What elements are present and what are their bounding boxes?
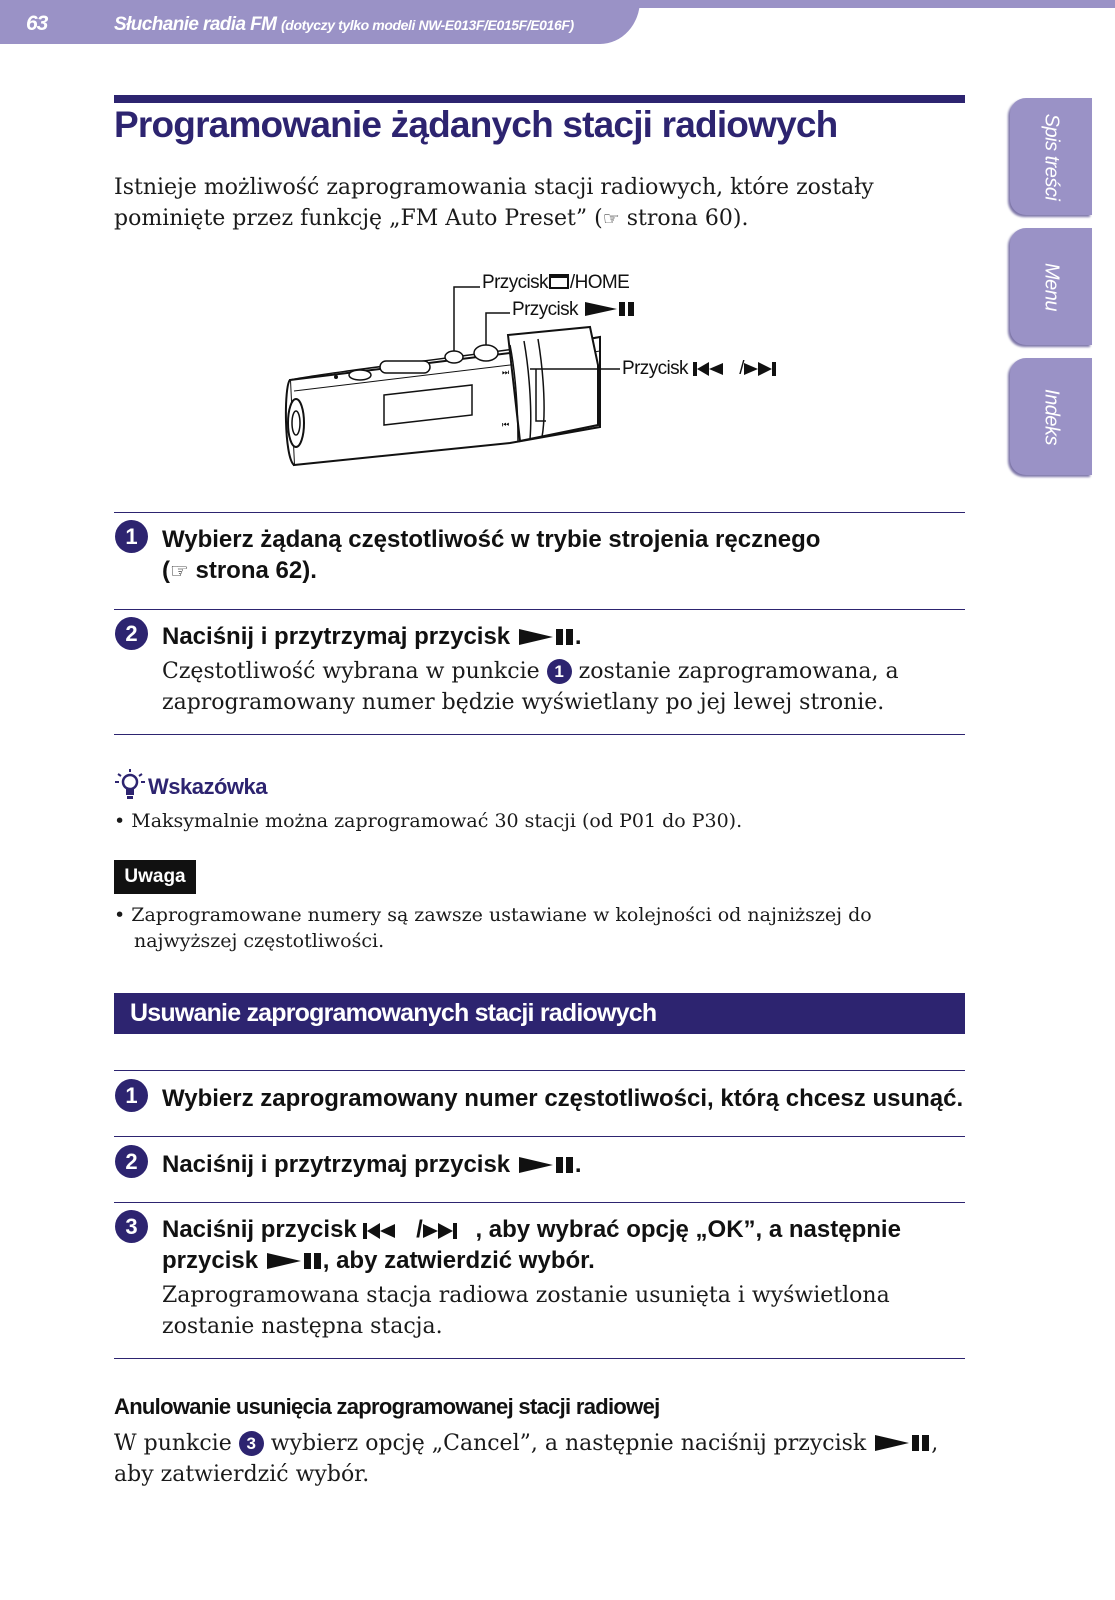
cancel-text-c: , aby zatwierdzić wybór. <box>114 1431 939 1487</box>
step-1-title: Wybierz żądaną częstotliwość w trybie strojenia ręcznego <box>162 526 821 553</box>
next-icon <box>423 1222 457 1240</box>
tip-heading: Wskazówka <box>148 774 267 799</box>
divider <box>114 734 965 735</box>
pointing-hand-icon: ☞ <box>170 559 189 583</box>
delete-step-2-end: . <box>574 1151 582 1178</box>
pointing-hand-icon: ☞ <box>602 208 620 230</box>
play-pause-icon <box>873 1433 931 1453</box>
play-pause-icon <box>517 627 575 647</box>
step-2-title <box>162 621 582 652</box>
cancel-paragraph <box>114 1428 974 1490</box>
callout-play-button <box>512 299 635 321</box>
play-pause-icon <box>265 1251 323 1271</box>
divider <box>114 1202 965 1203</box>
section-header <box>114 993 965 1034</box>
cancel-heading: Anulowanie usunięcia zaprogramowanej stacji radiowej <box>114 1394 660 1419</box>
callout-skip-separator: / <box>739 358 744 379</box>
step-2-text-a: Częstotliwość wybrana w punkcie <box>162 659 540 684</box>
step-1-title-line2 <box>162 555 317 587</box>
prev-icon <box>693 361 725 377</box>
section-title: Usuwanie zaprogramowanych stacji radiowych <box>130 999 657 1027</box>
divider <box>114 609 965 610</box>
divider <box>114 512 965 513</box>
play-pause-icon <box>517 1155 575 1175</box>
cancel-text-a: W punkcie <box>114 1431 232 1456</box>
tab-menu-label: Menu <box>1040 262 1063 311</box>
play-pause-icon <box>583 300 635 318</box>
callout-home-suffix: /HOME <box>569 272 630 293</box>
header-title <box>114 14 574 36</box>
divider <box>114 1358 965 1359</box>
svg-text:⏭: ⏭ <box>502 368 510 377</box>
tab-index-label: Indeks <box>1040 388 1063 445</box>
cancel-text-b: wybierz opcję „Cancel”, a następnie naciśnij przycisk <box>270 1431 867 1456</box>
callout-home-label: Przycisk <box>482 272 548 293</box>
tab-contents-label: Spis treści <box>1040 113 1063 200</box>
callout-home-button <box>482 272 629 294</box>
next-icon <box>744 361 776 377</box>
step-ref-badge: 3 <box>239 1431 264 1456</box>
note-bullet: • Zaprogramowane numery są zawsze ustawiane w kolejności od najniższej do najwyższej częstotliwości. <box>114 904 872 952</box>
step-number: 3 <box>115 1210 148 1243</box>
title-rule <box>114 95 965 103</box>
tab-contents[interactable] <box>1010 98 1092 215</box>
step-2-title-end: . <box>574 623 582 650</box>
delete-step-3-b: , aby wybrać opcję „OK”, a następnie <box>475 1216 901 1243</box>
tab-index[interactable] <box>1010 358 1092 475</box>
delete-step-1-title: Wybierz zaprogramowany numer częstotliwości, którą chcesz usunąć. <box>162 1085 964 1112</box>
tab-menu[interactable] <box>1010 228 1092 345</box>
divider <box>114 1070 965 1071</box>
folder-icon <box>549 274 569 289</box>
lightbulb-icon <box>114 768 146 802</box>
page-number: 63 <box>26 12 48 35</box>
prev-icon <box>363 1222 397 1240</box>
delete-step-3-sep: / <box>416 1216 423 1243</box>
delete-step-2-text: Naciśnij i przytrzymaj przycisk <box>162 1151 511 1178</box>
step-1-link[interactable]: strona 62). <box>188 557 317 584</box>
header-title-main: Słuchanie radia FM <box>114 14 277 35</box>
callout-play-label: Przycisk <box>512 299 578 320</box>
step-number: 1 <box>115 520 148 553</box>
delete-step-3-c: przycisk <box>162 1247 259 1274</box>
intro-text: Istnieje możliwość zaprogramowania stacji radiowych, które zostały pominięte przez funkcję „FM Auto Preset” ( <box>114 175 874 231</box>
step-number: 1 <box>115 1079 148 1112</box>
intro-link[interactable]: strona 60). <box>619 206 749 231</box>
delete-step-2-title <box>162 1149 582 1180</box>
step-2-text-b: zostanie zaprogramowana, a zaprogramowany numer będzie wyświetlany po jej lewej stronie. <box>162 659 899 715</box>
step-ref-badge: 1 <box>547 659 572 684</box>
callout-skip-label: Przycisk <box>622 358 688 379</box>
delete-step-3-title <box>162 1214 901 1245</box>
delete-step-3-title-line2 <box>162 1245 595 1276</box>
delete-step-3-a: Naciśnij przycisk <box>162 1216 357 1243</box>
delete-step-3-text: Zaprogramowana stacja radiowa zostanie usunięta i wyświetlona zostanie następna stacja. <box>162 1283 890 1339</box>
svg-text:⏮: ⏮ <box>502 420 510 429</box>
step-2-title-text: Naciśnij i przytrzymaj przycisk <box>162 623 511 650</box>
step-2-text <box>162 656 962 718</box>
intro-paragraph <box>114 172 974 235</box>
header-title-note: (dotyczy tylko modeli NW-E013F/E015F/E016F) <box>281 17 574 33</box>
step-number: 2 <box>115 1145 148 1178</box>
callout-skip-buttons <box>622 358 776 380</box>
tip-bullet-text: Maksymalnie można zaprogramować 30 stacji (od P01 do P30). <box>131 810 743 832</box>
step-number: 2 <box>115 617 148 650</box>
step-1-paren: ( <box>162 557 170 584</box>
divider <box>114 1136 965 1137</box>
tip-bullet: • Maksymalnie można zaprogramować 30 stacji (od P01 do P30). <box>114 810 743 832</box>
note-bullet-text: Zaprogramowane numery są zawsze ustawiane w kolejności od najniższej do najwyższej częstotliwości. <box>131 904 872 952</box>
delete-step-3-d: , aby zatwierdzić wybór. <box>322 1247 595 1274</box>
note-label: Uwaga <box>114 860 196 894</box>
page-title: Programowanie żądanych stacji radiowych <box>114 104 838 145</box>
